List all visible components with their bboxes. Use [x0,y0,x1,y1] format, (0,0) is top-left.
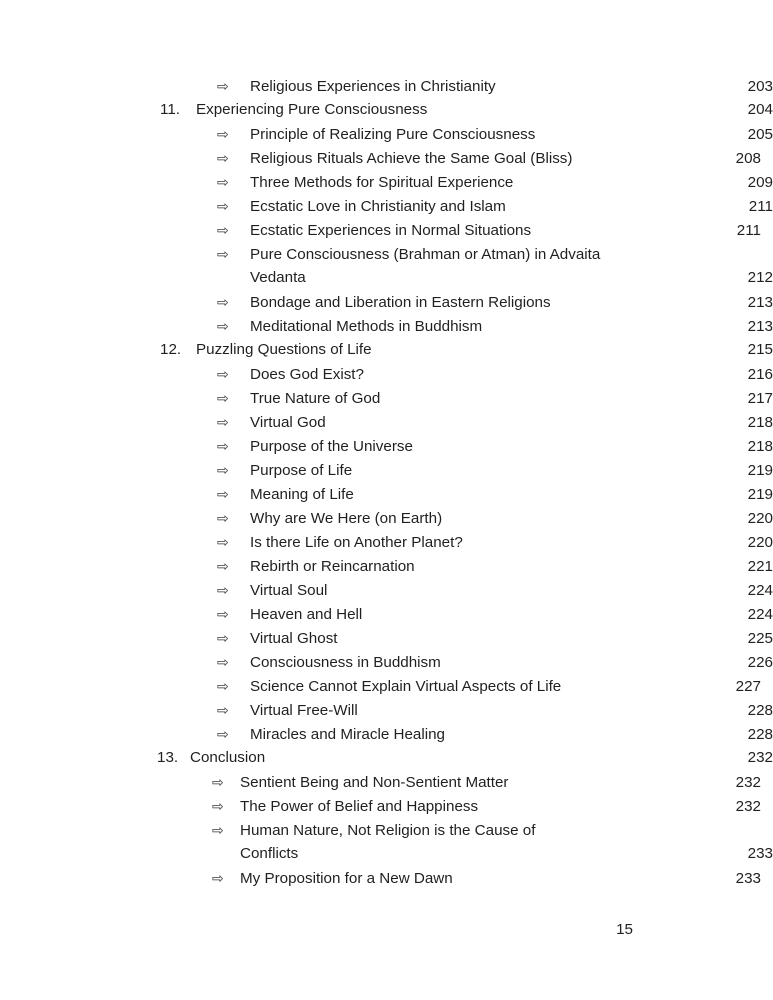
subitem-title: Virtual God [250,414,326,431]
rightwards-hollow-arrow-icon: ⇨ [217,390,229,406]
subitem-title: Consciousness in Buddhism [250,654,441,671]
subitem-page-number: 217 [747,390,773,407]
subitem-title: Virtual Ghost [250,630,338,647]
subitem-page-number: 216 [747,366,773,383]
chapter-page-number: 204 [747,101,773,118]
rightwards-hollow-arrow-icon: ⇨ [217,462,229,478]
toc-subitem-row[interactable] [0,218,773,242]
subitem-page-number: 203 [747,78,773,95]
chapter-number: 13. [157,749,179,766]
subitem-title: Ecstatic Experiences in Normal Situations [250,222,532,239]
subitem-page-number: 213 [747,294,773,311]
rightwards-hollow-arrow-icon: ⇨ [212,870,224,886]
rightwards-hollow-arrow-icon: ⇨ [217,726,229,742]
subitem-page-number: 219 [747,462,773,479]
rightwards-hollow-arrow-icon: ⇨ [217,198,229,214]
subitem-title: My Proposition for a New Dawn [240,870,453,887]
chapter-number: 11. [160,101,180,118]
rightwards-hollow-arrow-icon: ⇨ [217,246,229,262]
toc-subitem-row[interactable] [0,674,773,698]
subitem-page-number: 226 [747,654,773,671]
subitem-title: Meditational Methods in Buddhism [250,318,483,335]
subitem-title: Bondage and Liberation in Eastern Religions [250,294,551,311]
rightwards-hollow-arrow-icon: ⇨ [217,126,229,142]
rightwards-hollow-arrow-icon: ⇨ [217,702,229,718]
toc-subitem-row[interactable] [0,626,773,650]
rightwards-hollow-arrow-icon: ⇨ [217,150,229,166]
subitem-page-number: 228 [747,726,773,743]
subitem-page-number: 233 [747,845,773,862]
rightwards-hollow-arrow-icon: ⇨ [217,174,229,190]
toc-chapter-row[interactable] [0,338,773,362]
chapter-number: 12. [160,341,182,358]
subitem-title: Miracles and Miracle Healing [250,726,445,743]
toc-subitem-row[interactable] [0,578,773,602]
subitem-title: Ecstatic Love in Christianity and Islam [250,198,506,215]
toc-subitem-row[interactable] [0,314,773,338]
toc-subitem-continuation-row [0,266,773,290]
chapter-page-number: 215 [747,341,773,358]
toc-subitem-row[interactable] [0,410,773,434]
toc-subitem-row[interactable] [0,530,773,554]
subitem-title: Does God Exist? [250,366,364,383]
rightwards-hollow-arrow-icon: ⇨ [217,78,229,94]
subitem-title: The Power of Belief and Happiness [240,798,479,815]
subitem-page-number: 225 [747,630,773,647]
subitem-title: Pure Consciousness (Brahman or Atman) in Advaita [250,246,601,263]
subitem-title: True Nature of God [250,390,381,407]
toc-subitem-continuation-row [0,842,773,866]
subitem-page-number: 208 [735,150,761,167]
rightwards-hollow-arrow-icon: ⇨ [217,558,229,574]
rightwards-hollow-arrow-icon: ⇨ [212,774,224,790]
toc-chapter-row[interactable] [0,746,773,770]
rightwards-hollow-arrow-icon: ⇨ [217,414,229,430]
subitem-title-continuation: Vedanta [250,269,306,286]
chapter-title: Conclusion [190,749,266,766]
rightwards-hollow-arrow-icon: ⇨ [217,630,229,646]
subitem-title: Three Methods for Spiritual Experience [250,174,514,191]
subitem-page-number: 211 [748,198,773,215]
toc-subitem-row[interactable] [0,650,773,674]
toc-subitem-row[interactable] [0,818,773,842]
subitem-title: Human Nature, Not Religion is the Cause of [240,822,536,839]
chapter-title: Experiencing Pure Consciousness [196,101,428,118]
rightwards-hollow-arrow-icon: ⇨ [217,486,229,502]
subitem-page-number: 224 [747,606,773,623]
rightwards-hollow-arrow-icon: ⇨ [217,654,229,670]
subitem-title: Principle of Realizing Pure Consciousness [250,126,536,143]
table-of-contents-list [0,74,773,890]
chapter-title: Puzzling Questions of Life [196,341,372,358]
subitem-page-number: 213 [747,318,773,335]
rightwards-hollow-arrow-icon: ⇨ [217,366,229,382]
rightwards-hollow-arrow-icon: ⇨ [217,294,229,310]
rightwards-hollow-arrow-icon: ⇨ [217,606,229,622]
subitem-title: Why are We Here (on Earth) [250,510,443,527]
toc-subitem-row[interactable] [0,458,773,482]
toc-subitem-row[interactable] [0,170,773,194]
toc-subitem-row[interactable] [0,146,773,170]
subitem-page-number: 209 [747,174,773,191]
subitem-page-number: 205 [747,126,773,143]
subitem-page-number: 220 [747,534,773,551]
subitem-title: Heaven and Hell [250,606,363,623]
subitem-title-continuation: Conflicts [240,845,299,862]
toc-subitem-row[interactable] [0,554,773,578]
rightwards-hollow-arrow-icon: ⇨ [217,582,229,598]
subitem-page-number: 220 [747,510,773,527]
toc-subitem-row[interactable] [0,602,773,626]
subitem-page-number: 232 [735,798,761,815]
subitem-title: Virtual Free-Will [250,702,358,719]
rightwards-hollow-arrow-icon: ⇨ [217,678,229,694]
subitem-page-number: 233 [735,870,761,887]
toc-subitem-row[interactable] [0,434,773,458]
toc-subitem-row[interactable] [0,866,773,890]
subitem-page-number: 211 [736,222,761,239]
subitem-title: Religious Rituals Achieve the Same Goal (Bliss) [250,150,573,167]
subitem-title: Is there Life on Another Planet? [250,534,463,551]
rightwards-hollow-arrow-icon: ⇨ [212,798,224,814]
toc-subitem-row[interactable] [0,122,773,146]
toc-subitem-row[interactable] [0,770,773,794]
page-folio-number: 15 [616,921,633,938]
subitem-page-number: 221 [747,558,773,575]
subitem-title: Virtual Soul [250,582,328,599]
subitem-title: Purpose of Life [250,462,353,479]
rightwards-hollow-arrow-icon: ⇨ [212,822,224,838]
subitem-title: Rebirth or Reincarnation [250,558,415,575]
chapter-page-number: 232 [747,749,773,766]
subitem-page-number: 212 [747,269,773,286]
subitem-title: Sentient Being and Non-Sentient Matter [240,774,509,791]
subitem-title: Purpose of the Universe [250,438,413,455]
subitem-title: Religious Experiences in Christianity [250,78,496,95]
toc-subitem-row[interactable] [0,362,773,386]
subitem-page-number: 232 [735,774,761,791]
toc-subitem-row[interactable] [0,506,773,530]
subitem-page-number: 218 [747,438,773,455]
subitem-page-number: 227 [735,678,761,695]
toc-subitem-row[interactable] [0,698,773,722]
toc-subitem-row[interactable] [0,482,773,506]
toc-subitem-row[interactable] [0,242,773,266]
toc-subitem-row[interactable] [0,194,773,218]
subitem-page-number: 228 [747,702,773,719]
toc-subitem-row[interactable] [0,794,773,818]
rightwards-hollow-arrow-icon: ⇨ [217,222,229,238]
subitem-title: Science Cannot Explain Virtual Aspects of Life [250,678,562,695]
subitem-page-number: 218 [747,414,773,431]
toc-subitem-row[interactable] [0,386,773,410]
rightwards-hollow-arrow-icon: ⇨ [217,510,229,526]
rightwards-hollow-arrow-icon: ⇨ [217,534,229,550]
subitem-page-number: 219 [747,486,773,503]
subitem-title: Meaning of Life [250,486,354,503]
rightwards-hollow-arrow-icon: ⇨ [217,318,229,334]
toc-subitem-row[interactable] [0,290,773,314]
toc-chapter-row[interactable] [0,98,773,122]
subitem-page-number: 224 [747,582,773,599]
toc-subitem-row[interactable] [0,722,773,746]
toc-subitem-row[interactable] [0,74,773,98]
rightwards-hollow-arrow-icon: ⇨ [217,438,229,454]
